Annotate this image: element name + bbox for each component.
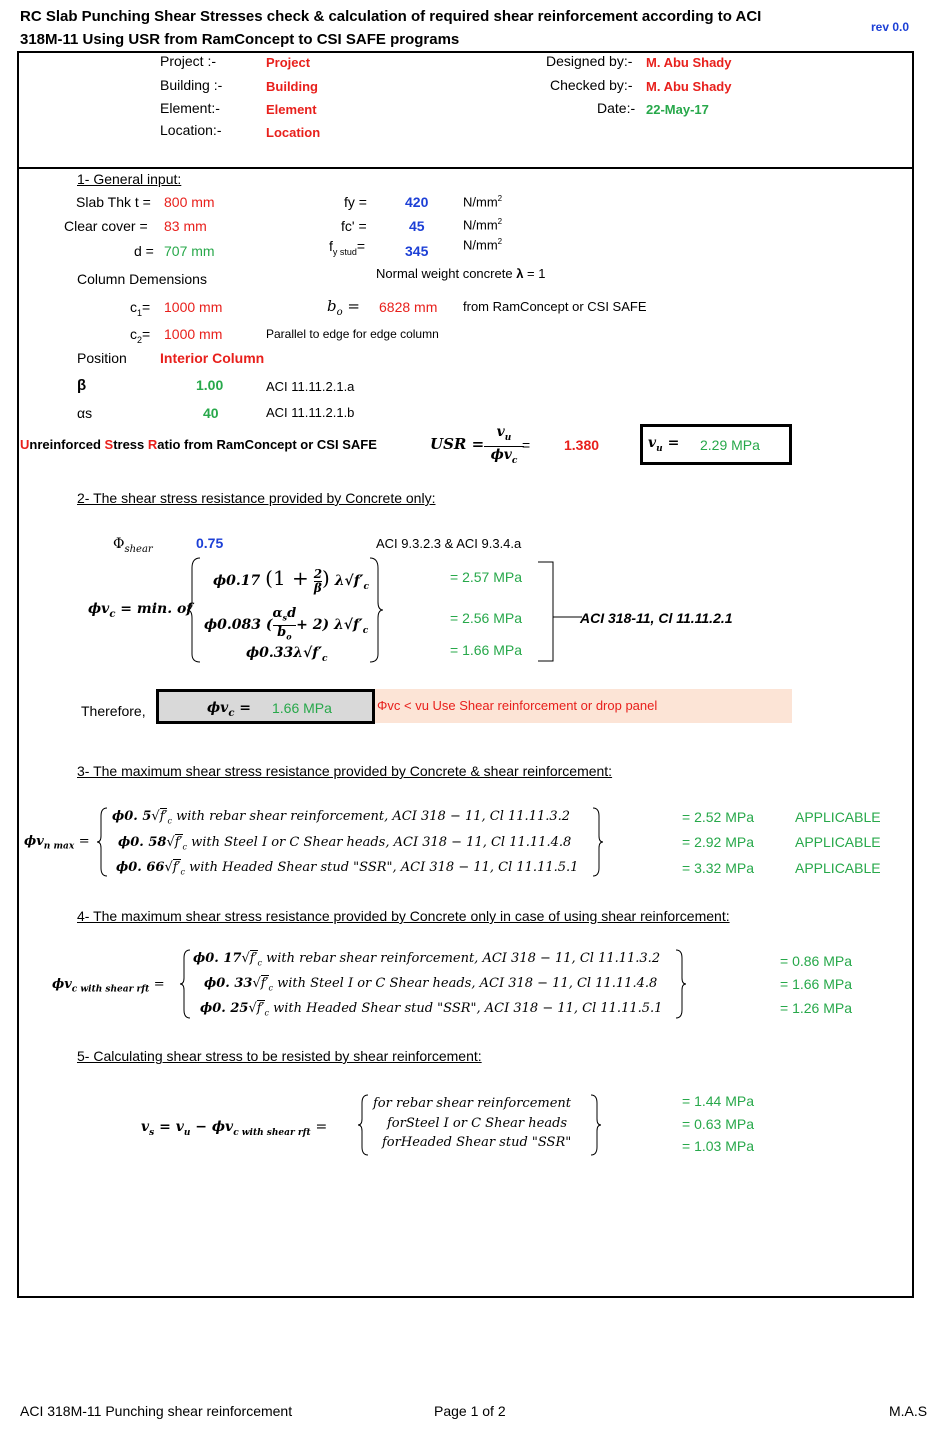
vc-shear-rft-result-2: = 1.66 MPa [780,976,852,992]
vn-max-result-3: = 3.32 MPa [682,860,754,876]
vu-label: $v_u$ = [648,435,680,454]
vn-max-line-3: ϕ0. $66√f'_c$ with Headed Shear stud "SSR", ACI 318 − 11, Cl 11.11.5.1 [116,860,579,877]
footer-page-number: Page 1 of 2 [434,1403,506,1419]
building-label: Building :- [160,77,223,93]
vs-result-1: = 1.44 MPa [682,1093,754,1109]
fc-value: 45 [409,218,425,234]
bo-value: 6828 mm [379,299,438,315]
c1-value: 1000 mm [164,299,223,315]
header-info-frame [17,51,914,169]
c2-label: $c_2=$ [130,326,151,345]
location-value: Location [266,125,321,140]
column-dimensions-label: Column Demensions [77,271,207,287]
phi-shear-value: 0.75 [196,535,224,551]
vc-shear-rft-line-2: ϕ0. $33√f'_c$ with Steel I or C Shear heads, ACI 318 − 11, Cl 11.11.4.8 [204,976,658,993]
revision-label: rev 0.0 [871,20,910,34]
phi-shear-label: $\Phi_{shear}$ [113,536,153,555]
vc-formula-2: ϕ0.083 ( $\alpha_sd$ $b_o$ + 2) $\lambda√f'_c$ [204,606,369,642]
phi-shear-reference: ACI 9.3.2.3 & ACI 9.3.4.a [376,536,522,551]
beta-reference: ACI 11.11.2.1.a [266,379,355,394]
checked-by-value: M. Abu Shady [646,79,732,94]
vs-line-3: forHeaded Shear stud "SSR" [382,1135,572,1150]
c2-note: Parallel to edge for edge column [266,327,439,341]
vn-max-status-3: APPLICABLE [795,860,881,876]
footer-author-initials: M.A.S [889,1403,928,1419]
fy-stud-value: 345 [405,243,429,259]
c2-value: 1000 mm [164,326,223,342]
location-label: Location:- [160,122,222,138]
bo-note: from RamConcept or CSI SAFE [463,299,647,314]
checked-by-label: Checked by:- [550,77,633,93]
section-2-heading: 2- The shear stress resistance provided by Concrete only: [77,490,436,506]
vc-shear-rft-result-3: = 1.26 MPa [780,1000,852,1016]
vn-max-line-1: ϕ0. $5√f'_c$ with rebar shear reinforcement, ACI 318 − 11, Cl 11.11.3.2 [112,809,571,826]
section-3-heading: 3- The maximum shear stress resistance provided by Concrete & shear reinforcement: [77,763,613,779]
position-value: Interior Column [160,350,265,366]
alpha-s-value: 40 [203,405,219,421]
phi-vc-result-box [156,689,375,724]
position-label: Position [77,350,127,366]
vc-result-1: = 2.57 MPa [450,569,522,585]
designed-by-label: Designed by:- [546,53,633,69]
slab-thickness-label: Slab Thk t = [76,194,151,210]
fy-stud-label: $f_{y stud}=$ [329,238,366,257]
title-line-1: RC Slab Punching Shear Stresses check & calculation of required shear reinforcement according to ACI [20,8,762,25]
usr-equals: = [522,437,531,453]
section-4-heading: 4- The maximum shear stress resistance provided by Concrete only in case of using shear reinforcement: [77,908,730,924]
vs-result-2: = 0.63 MPa [682,1116,754,1132]
fy-stud-unit: $N/mm^2$ [463,237,503,253]
vc-shear-rft-result-1: = 0.86 MPa [780,953,852,969]
vc-formula-3: $\phi 0.33\lambda√f'_c$ [246,645,328,664]
section-1-heading: 1- General input: [77,171,182,187]
section-5-heading: 5- Calculating shear stress to be resisted by shear reinforcement: [77,1048,482,1064]
element-label: Element:- [160,100,220,116]
results-bracket [536,560,586,666]
phi-vc-result-label: $\phi v_c$ = [207,700,252,719]
vs-line-2: forSteel I or C Shear heads [387,1116,568,1131]
date-label: Date:- [597,100,636,116]
clear-cover-label: Clear cover = [64,218,148,234]
designed-by-value: M. Abu Shady [646,55,732,70]
alpha-s-reference: ACI 11.11.2.1.b [266,405,355,420]
usr-value: 1.380 [564,437,600,453]
vn-max-status-1: APPLICABLE [795,809,881,825]
fy-label: fy = [344,194,367,210]
phi-vc-result-value: 1.66 MPa [272,700,332,716]
c1-label: $c_1=$ [130,299,151,318]
vu-value: 2.29 MPa [700,437,760,453]
fc-label: fc' = [341,218,367,234]
phi-vc-shear-rft-lhs: $\phi v_{c with shear rft}$ = [52,977,165,995]
vc-result-3: = 1.66 MPa [450,642,522,658]
element-value: Element [266,102,317,117]
vs-result-3: = 1.03 MPa [682,1138,754,1154]
vs-lhs: $v_s = v_u - \phi v_{c with shear rft}$ = [141,1119,328,1138]
vn-max-line-2: ϕ0. $58√f'_c$ with Steel I or C Shear heads, ACI 318 − 11, Cl 11.11.4.8 [118,835,572,852]
effective-depth-label: d = [134,243,154,259]
clear-cover-value: 83 mm [164,218,207,234]
usr-description: Unreinforced Stress Ratio from RamConcept or CSI SAFE [20,437,377,452]
vc-shear-rft-line-3: ϕ0. $25√f'_c$ with Headed Shear stud "SSR", ACI 318 − 11, Cl 11.11.5.1 [200,1001,663,1018]
bo-label: $b_o$ = [327,297,360,318]
date-value: 22-May-17 [646,102,709,117]
usr-formula: USR = [430,435,485,453]
phi-vc-lhs: $\phi v_c = \min$. of [88,601,193,620]
shear-warning-banner: Φvc < vu Use Shear reinforcement or drop panel [375,689,792,723]
title-line-2: 318M-11 Using USR from RamConcept to CSI SAFE programs [20,31,460,48]
fc-unit: $N/mm^2$ [463,217,503,233]
vc-reference: ACI 318-11, Cl 11.11.2.1 [580,610,733,626]
phi-vn-max-lhs: $\phi v_{n max}$ = [24,834,90,852]
usr-fraction: $v_u$ $\phi v_c$ [484,424,524,469]
vn-max-result-1: = 2.52 MPa [682,809,754,825]
vc-formula-1: ϕ0.17 (1 + $\frac{2}{\beta}$ ) $\lambda√f'_c$ [213,566,369,595]
vn-max-result-2: = 2.92 MPa [682,834,754,850]
fy-value: 420 [405,194,429,210]
beta-value: 1.00 [196,377,224,393]
footer-document-title: ACI 318M-11 Punching shear reinforcement [20,1403,293,1419]
fy-unit: $N/mm^2$ [463,194,503,210]
normal-weight-note: Normal weight concrete λ = 1 [376,266,546,281]
alpha-s-label: αs [77,405,93,421]
vs-line-1: for rebar shear reinforcement [373,1096,572,1111]
project-label: Project :- [160,53,217,69]
vn-max-status-2: APPLICABLE [795,834,881,850]
therefore-label: Therefore, [81,703,146,719]
project-value: Project [266,55,311,70]
beta-label: β [77,377,87,394]
vc-shear-rft-line-1: ϕ0. $17√f'_c$ with rebar shear reinforcement, ACI 318 − 11, Cl 11.11.3.2 [193,951,661,968]
effective-depth-value: 707 mm [164,243,215,259]
building-value: Building [266,79,318,94]
vc-result-2: = 2.56 MPa [450,610,522,626]
slab-thickness-value: 800 mm [164,194,215,210]
